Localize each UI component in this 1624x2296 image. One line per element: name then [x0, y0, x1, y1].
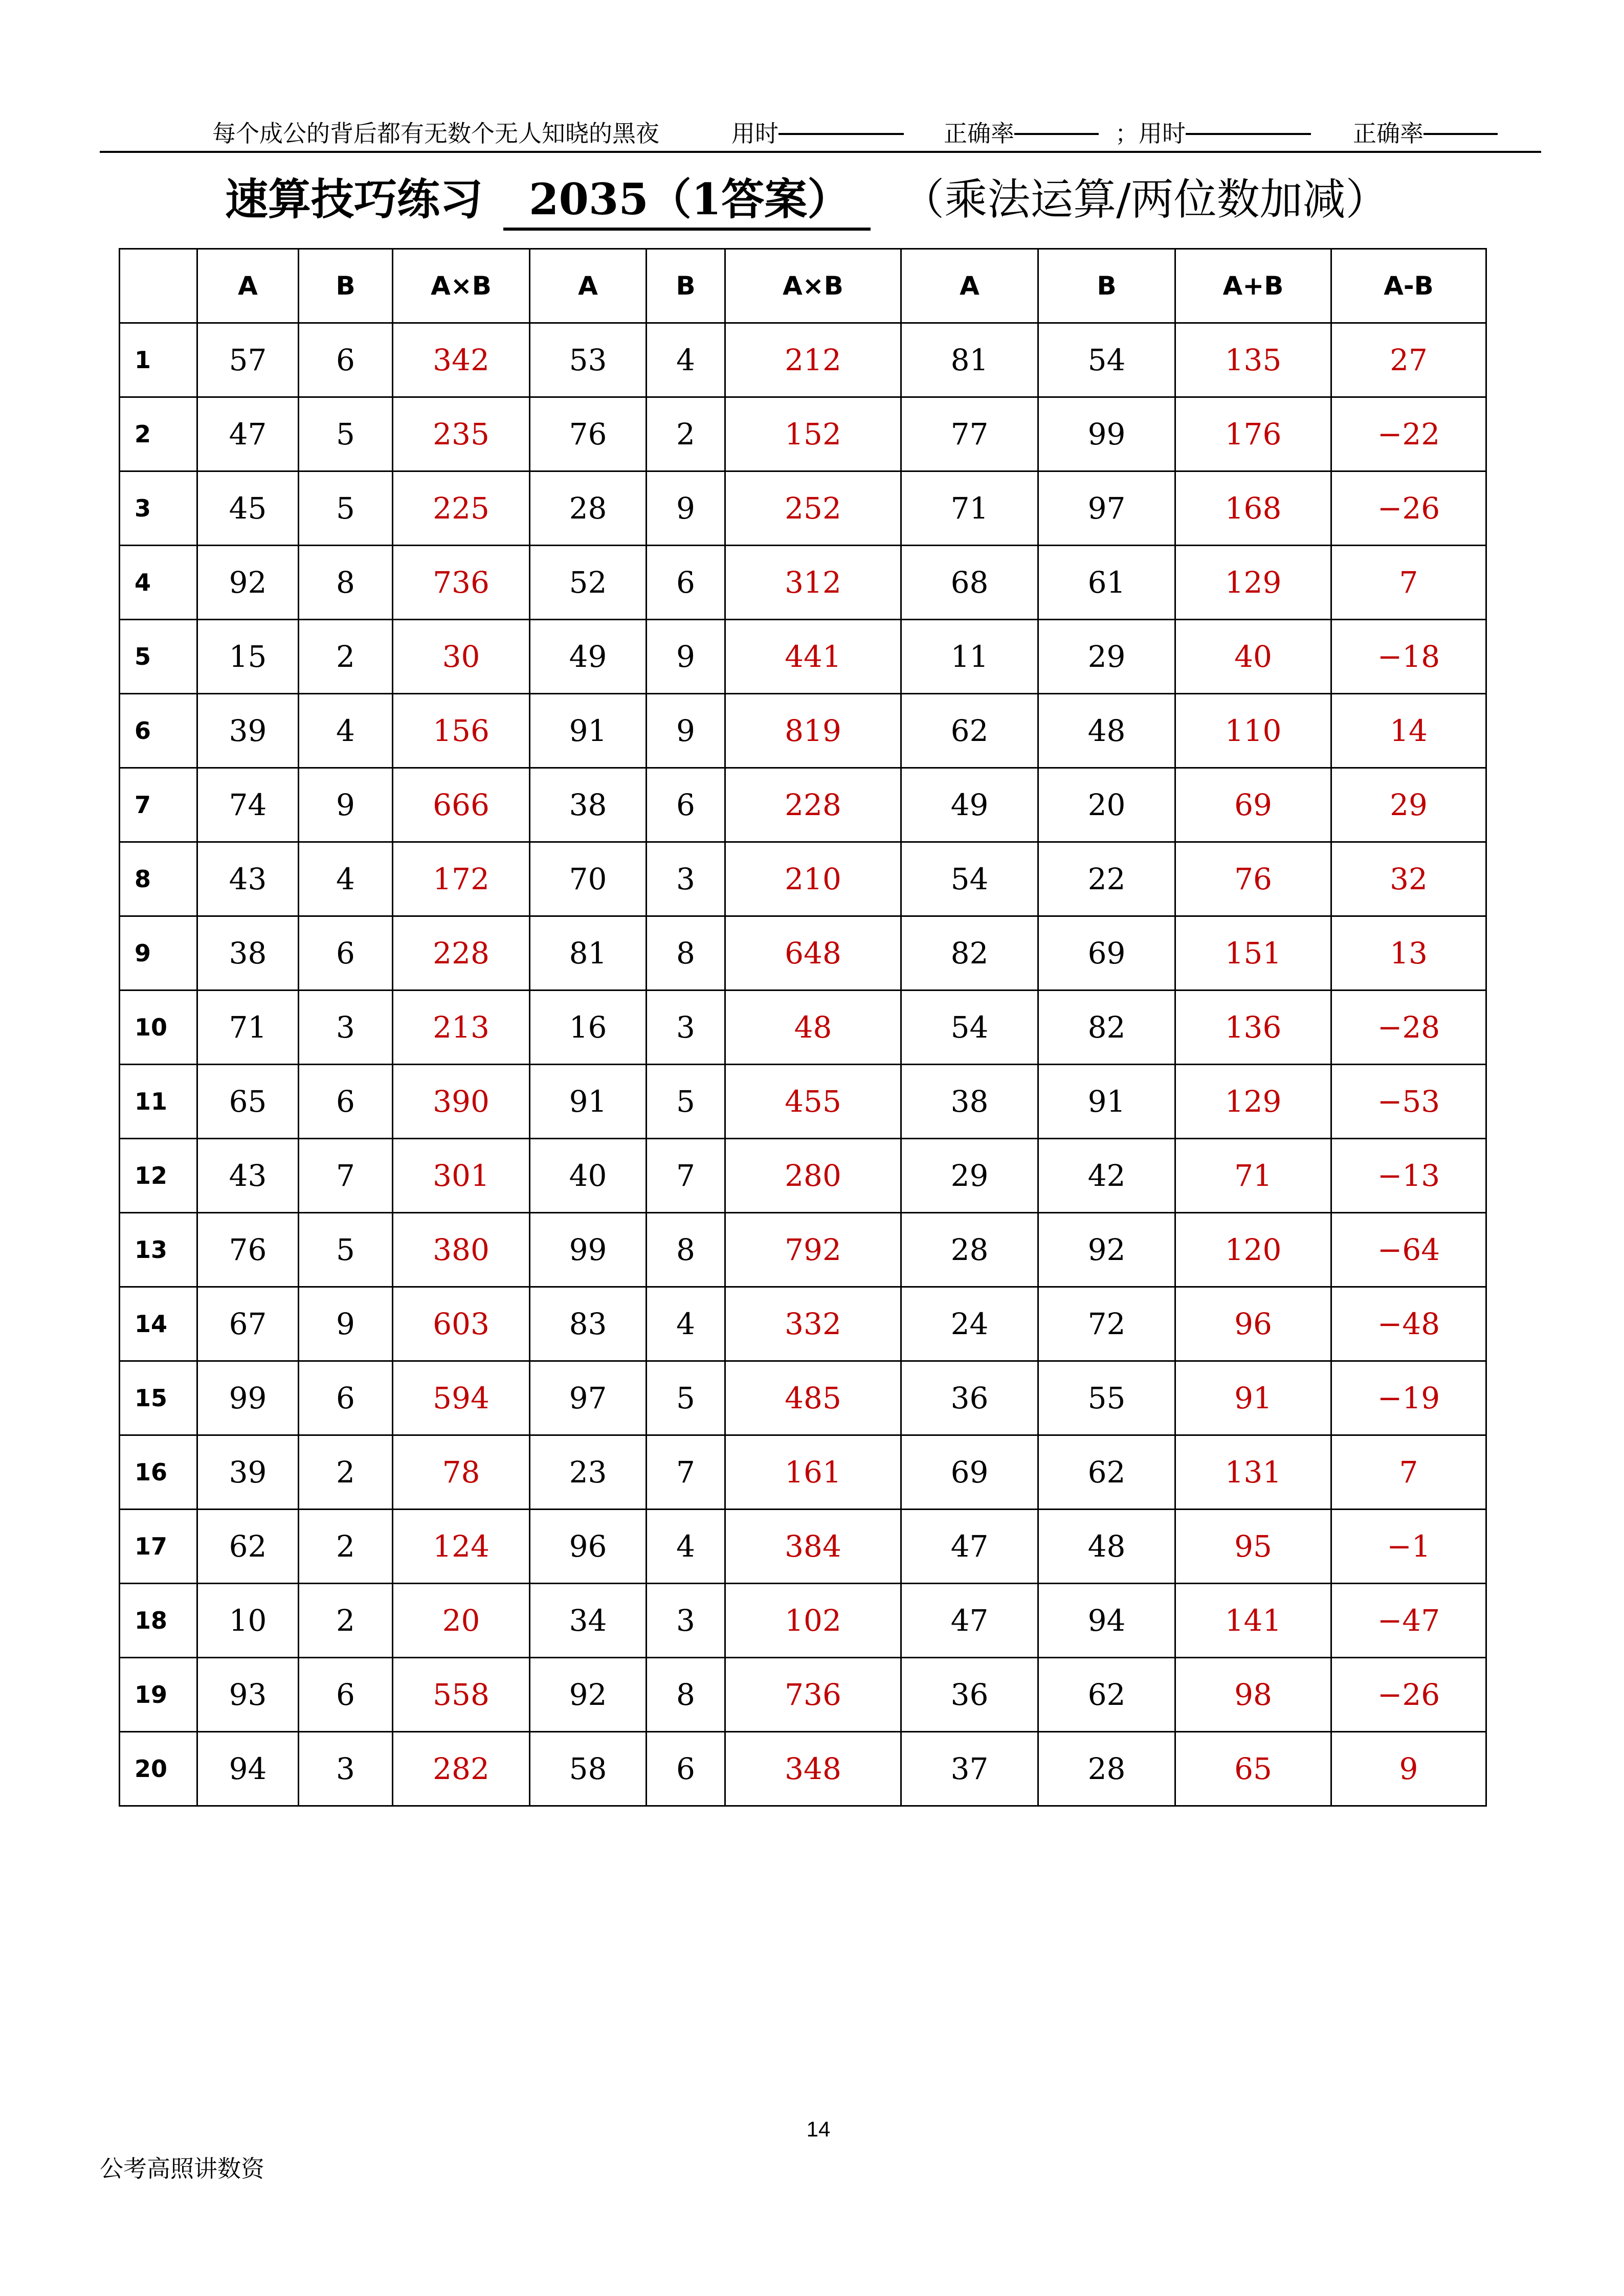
answer-cell: 168 [1175, 471, 1331, 546]
operand-cell: 69 [1038, 916, 1175, 991]
answer-cell: 102 [725, 1584, 901, 1658]
answer-cell: 29 [1331, 768, 1486, 842]
operand-cell: 37 [901, 1732, 1038, 1806]
operand-cell: 8 [647, 1213, 725, 1287]
operand-cell: 38 [901, 1065, 1038, 1139]
header-cell: A [530, 249, 647, 323]
answer-cell: 176 [1175, 397, 1331, 471]
answer-cell: 301 [393, 1139, 530, 1213]
operand-cell: 91 [1038, 1065, 1175, 1139]
operand-cell: 94 [197, 1732, 299, 1806]
table-row [120, 471, 1486, 546]
operand-cell: 5 [647, 1065, 725, 1139]
operand-cell: 76 [530, 397, 647, 471]
header-cell: A [197, 249, 299, 323]
operand-cell: 38 [530, 768, 647, 842]
operand-cell: 97 [530, 1361, 647, 1435]
operand-cell: 67 [197, 1287, 299, 1361]
table-row [120, 1361, 1486, 1435]
time-blank-2[interactable] [1186, 107, 1311, 135]
answer-cell: 20 [393, 1584, 530, 1658]
operand-cell: 91 [530, 1065, 647, 1139]
answer-cell: 332 [725, 1287, 901, 1361]
operand-cell: 38 [197, 916, 299, 991]
operand-cell: 61 [1038, 546, 1175, 620]
operand-cell: 22 [1038, 842, 1175, 916]
table-row [120, 1510, 1486, 1584]
operand-cell: 72 [1038, 1287, 1175, 1361]
operand-cell: 23 [530, 1435, 647, 1510]
answer-cell: −1 [1331, 1510, 1486, 1584]
answer-cell: 135 [1175, 323, 1331, 397]
header-motto: 每个成公的背后都有无数个无人知晓的黑夜 [212, 120, 659, 147]
operand-cell: 97 [1038, 471, 1175, 546]
answer-cell: 455 [725, 1065, 901, 1139]
operand-cell: 29 [901, 1139, 1038, 1213]
operand-cell: 8 [299, 546, 393, 620]
answer-cell: 282 [393, 1732, 530, 1806]
answer-cell: 7 [1331, 546, 1486, 620]
accuracy-blank-2[interactable] [1423, 107, 1498, 135]
row-number: 2 [120, 397, 197, 471]
operand-cell: 77 [901, 397, 1038, 471]
title-code: 2035（1答案） [503, 171, 871, 231]
answer-cell: 7 [1331, 1435, 1486, 1510]
answer-cell: 96 [1175, 1287, 1331, 1361]
operand-cell: 4 [299, 842, 393, 916]
operand-cell: 49 [530, 620, 647, 694]
operand-cell: 28 [530, 471, 647, 546]
operand-cell: 3 [299, 1732, 393, 1806]
answer-table [119, 248, 1487, 1807]
operand-cell: 3 [647, 842, 725, 916]
table-row [120, 546, 1486, 620]
operand-cell: 52 [530, 546, 647, 620]
operand-cell: 5 [299, 471, 393, 546]
answer-cell: 390 [393, 1065, 530, 1139]
operand-cell: 76 [197, 1213, 299, 1287]
header-cell: A×B [393, 249, 530, 323]
answer-cell: −26 [1331, 1658, 1486, 1732]
answer-cell: 129 [1175, 546, 1331, 620]
header-separator: ； [1115, 120, 1139, 147]
operand-cell: 5 [299, 397, 393, 471]
answer-cell: 348 [725, 1732, 901, 1806]
operand-cell: 6 [299, 1065, 393, 1139]
answer-cell: −28 [1331, 991, 1486, 1065]
operand-cell: 54 [901, 991, 1038, 1065]
operand-cell: 69 [901, 1435, 1038, 1510]
table-row [120, 1584, 1486, 1658]
operand-cell: 15 [197, 620, 299, 694]
answer-cell: 65 [1175, 1732, 1331, 1806]
answer-cell: −26 [1331, 471, 1486, 546]
operand-cell: 99 [1038, 397, 1175, 471]
header-cell [120, 249, 197, 323]
answer-cell: 558 [393, 1658, 530, 1732]
row-number: 4 [120, 546, 197, 620]
answer-cell: 228 [393, 916, 530, 991]
operand-cell: 6 [299, 1658, 393, 1732]
row-number: 6 [120, 694, 197, 768]
operand-cell: 4 [647, 1287, 725, 1361]
operand-cell: 28 [1038, 1732, 1175, 1806]
operand-cell: 82 [901, 916, 1038, 991]
operand-cell: 92 [1038, 1213, 1175, 1287]
operand-cell: 62 [1038, 1435, 1175, 1510]
operand-cell: 62 [197, 1510, 299, 1584]
row-number: 15 [120, 1361, 197, 1435]
page-number: 14 [806, 2117, 831, 2141]
header-cell: A+B [1175, 249, 1331, 323]
answer-cell: 76 [1175, 842, 1331, 916]
answer-cell: 594 [393, 1361, 530, 1435]
operand-cell: 6 [647, 546, 725, 620]
table-body [120, 323, 1486, 1806]
answer-cell: 110 [1175, 694, 1331, 768]
answer-cell: −19 [1331, 1361, 1486, 1435]
row-number: 19 [120, 1658, 197, 1732]
operand-cell: 5 [647, 1361, 725, 1435]
row-number: 1 [120, 323, 197, 397]
footer-text: 公考高照讲数资 [100, 2155, 264, 2182]
answer-cell: 212 [725, 323, 901, 397]
operand-cell: 4 [299, 694, 393, 768]
operand-cell: 7 [299, 1139, 393, 1213]
operand-cell: 92 [530, 1658, 647, 1732]
operand-cell: 4 [647, 323, 725, 397]
answer-cell: 161 [725, 1435, 901, 1510]
answer-cell: −48 [1331, 1287, 1486, 1361]
table-row [120, 768, 1486, 842]
operand-cell: 39 [197, 694, 299, 768]
operand-cell: 2 [299, 1435, 393, 1510]
page-title [225, 164, 1389, 235]
answer-cell: 819 [725, 694, 901, 768]
row-number: 17 [120, 1510, 197, 1584]
answer-cell: 27 [1331, 323, 1486, 397]
operand-cell: 4 [647, 1510, 725, 1584]
operand-cell: 83 [530, 1287, 647, 1361]
operand-cell: 9 [647, 620, 725, 694]
answer-cell: 120 [1175, 1213, 1331, 1287]
operand-cell: 40 [530, 1139, 647, 1213]
operand-cell: 9 [299, 1287, 393, 1361]
table-row [120, 1213, 1486, 1287]
operand-cell: 8 [647, 916, 725, 991]
operand-cell: 2 [299, 620, 393, 694]
answer-cell: 141 [1175, 1584, 1331, 1658]
table-row [120, 1287, 1486, 1361]
operand-cell: 68 [901, 546, 1038, 620]
operand-cell: 39 [197, 1435, 299, 1510]
table-header-row [120, 249, 1486, 323]
accuracy-label-1: 正确率 [944, 120, 1014, 147]
answer-cell: 342 [393, 323, 530, 397]
operand-cell: 99 [197, 1361, 299, 1435]
time-blank-1[interactable] [778, 107, 904, 135]
operand-cell: 10 [197, 1584, 299, 1658]
answer-cell: 228 [725, 768, 901, 842]
answer-cell: 235 [393, 397, 530, 471]
answer-cell: 736 [725, 1658, 901, 1732]
table-row [120, 991, 1486, 1065]
answer-cell: 380 [393, 1213, 530, 1287]
header-cell: A×B [725, 249, 901, 323]
operand-cell: 9 [647, 694, 725, 768]
operand-cell: 54 [901, 842, 1038, 916]
time-label-1: 用时 [731, 120, 778, 147]
answer-cell: 129 [1175, 1065, 1331, 1139]
operand-cell: 45 [197, 471, 299, 546]
operand-cell: 6 [299, 1361, 393, 1435]
row-number: 20 [120, 1732, 197, 1806]
table-row [120, 1732, 1486, 1806]
title-subtitle: （乘法运算/两位数加减） [901, 174, 1389, 224]
operand-cell: 34 [530, 1584, 647, 1658]
operand-cell: 11 [901, 620, 1038, 694]
answer-cell: −53 [1331, 1065, 1486, 1139]
header-cell: B [1038, 249, 1175, 323]
answer-cell: 98 [1175, 1658, 1331, 1732]
table-row [120, 1065, 1486, 1139]
operand-cell: 55 [1038, 1361, 1175, 1435]
operand-cell: 82 [1038, 991, 1175, 1065]
answer-cell: 40 [1175, 620, 1331, 694]
operand-cell: 47 [901, 1510, 1038, 1584]
operand-cell: 71 [197, 991, 299, 1065]
answer-cell: 152 [725, 397, 901, 471]
answer-cell: 210 [725, 842, 901, 916]
table-row [120, 694, 1486, 768]
row-number: 5 [120, 620, 197, 694]
header-cell: B [299, 249, 393, 323]
row-number: 7 [120, 768, 197, 842]
answer-cell: 213 [393, 991, 530, 1065]
operand-cell: 43 [197, 842, 299, 916]
row-number: 11 [120, 1065, 197, 1139]
row-number: 9 [120, 916, 197, 991]
operand-cell: 8 [647, 1658, 725, 1732]
answer-cell: 71 [1175, 1139, 1331, 1213]
answer-cell: 648 [725, 916, 901, 991]
operand-cell: 28 [901, 1213, 1038, 1287]
operand-cell: 62 [901, 694, 1038, 768]
answer-cell: −22 [1331, 397, 1486, 471]
table-row [120, 1435, 1486, 1510]
time-label-2: 用时 [1139, 120, 1186, 147]
row-number: 12 [120, 1139, 197, 1213]
operand-cell: 3 [647, 991, 725, 1065]
answer-cell: 151 [1175, 916, 1331, 991]
answer-cell: 14 [1331, 694, 1486, 768]
operand-cell: 54 [1038, 323, 1175, 397]
table-row [120, 620, 1486, 694]
operand-cell: 92 [197, 546, 299, 620]
answer-cell: 30 [393, 620, 530, 694]
operand-cell: 6 [299, 323, 393, 397]
answer-cell: 736 [393, 546, 530, 620]
table-row [120, 1658, 1486, 1732]
operand-cell: 70 [530, 842, 647, 916]
operand-cell: 24 [901, 1287, 1038, 1361]
operand-cell: 48 [1038, 694, 1175, 768]
row-number: 16 [120, 1435, 197, 1510]
answer-cell: 91 [1175, 1361, 1331, 1435]
operand-cell: 99 [530, 1213, 647, 1287]
answer-cell: 69 [1175, 768, 1331, 842]
answer-cell: 441 [725, 620, 901, 694]
operand-cell: 81 [530, 916, 647, 991]
table-row [120, 323, 1486, 397]
operand-cell: 62 [1038, 1658, 1175, 1732]
answer-cell: 252 [725, 471, 901, 546]
row-number: 18 [120, 1584, 197, 1658]
operand-cell: 47 [901, 1584, 1038, 1658]
title-main: 速算技巧练习 [225, 174, 483, 224]
table-row [120, 842, 1486, 916]
operand-cell: 2 [299, 1584, 393, 1658]
operand-cell: 42 [1038, 1139, 1175, 1213]
operand-cell: 2 [647, 397, 725, 471]
answer-cell: 280 [725, 1139, 901, 1213]
operand-cell: 36 [901, 1361, 1038, 1435]
header-divider [100, 151, 1541, 153]
answer-cell: −47 [1331, 1584, 1486, 1658]
table-row [120, 916, 1486, 991]
row-number: 10 [120, 991, 197, 1065]
operand-cell: 65 [197, 1065, 299, 1139]
answer-cell: 792 [725, 1213, 901, 1287]
operand-cell: 94 [1038, 1584, 1175, 1658]
answer-cell: −18 [1331, 620, 1486, 694]
operand-cell: 47 [197, 397, 299, 471]
row-number: 13 [120, 1213, 197, 1287]
answer-cell: 136 [1175, 991, 1331, 1065]
answer-cell: −64 [1331, 1213, 1486, 1287]
answer-cell: −13 [1331, 1139, 1486, 1213]
operand-cell: 57 [197, 323, 299, 397]
answer-cell: 156 [393, 694, 530, 768]
operand-cell: 3 [299, 991, 393, 1065]
operand-cell: 58 [530, 1732, 647, 1806]
answer-cell: 48 [725, 991, 901, 1065]
answer-cell: 666 [393, 768, 530, 842]
operand-cell: 74 [197, 768, 299, 842]
header-cell: A-B [1331, 249, 1486, 323]
operand-cell: 6 [647, 768, 725, 842]
answer-cell: 13 [1331, 916, 1486, 991]
header-cell: B [647, 249, 725, 323]
operand-cell: 29 [1038, 620, 1175, 694]
operand-cell: 48 [1038, 1510, 1175, 1584]
operand-cell: 43 [197, 1139, 299, 1213]
operand-cell: 71 [901, 471, 1038, 546]
operand-cell: 49 [901, 768, 1038, 842]
operand-cell: 6 [299, 916, 393, 991]
answer-cell: 78 [393, 1435, 530, 1510]
accuracy-label-2: 正确率 [1353, 120, 1423, 147]
answer-cell: 95 [1175, 1510, 1331, 1584]
operand-cell: 7 [647, 1435, 725, 1510]
answer-cell: 32 [1331, 842, 1486, 916]
answer-cell: 131 [1175, 1435, 1331, 1510]
operand-cell: 3 [647, 1584, 725, 1658]
answer-cell: 9 [1331, 1732, 1486, 1806]
operand-cell: 6 [647, 1732, 725, 1806]
accuracy-blank-1[interactable] [1014, 107, 1099, 135]
table-row [120, 1139, 1486, 1213]
operand-cell: 81 [901, 323, 1038, 397]
header-cell: A [901, 249, 1038, 323]
operand-cell: 9 [647, 471, 725, 546]
answer-cell: 312 [725, 546, 901, 620]
operand-cell: 16 [530, 991, 647, 1065]
operand-cell: 20 [1038, 768, 1175, 842]
answer-cell: 384 [725, 1510, 901, 1584]
operand-cell: 2 [299, 1510, 393, 1584]
operand-cell: 93 [197, 1658, 299, 1732]
row-number: 14 [120, 1287, 197, 1361]
operand-cell: 53 [530, 323, 647, 397]
operand-cell: 5 [299, 1213, 393, 1287]
answer-cell: 225 [393, 471, 530, 546]
answer-cell: 485 [725, 1361, 901, 1435]
table-row [120, 397, 1486, 471]
answer-cell: 603 [393, 1287, 530, 1361]
answer-cell: 124 [393, 1510, 530, 1584]
operand-cell: 96 [530, 1510, 647, 1584]
row-number: 8 [120, 842, 197, 916]
operand-cell: 91 [530, 694, 647, 768]
row-number: 3 [120, 471, 197, 546]
operand-cell: 36 [901, 1658, 1038, 1732]
answer-cell: 172 [393, 842, 530, 916]
operand-cell: 9 [299, 768, 393, 842]
operand-cell: 7 [647, 1139, 725, 1213]
